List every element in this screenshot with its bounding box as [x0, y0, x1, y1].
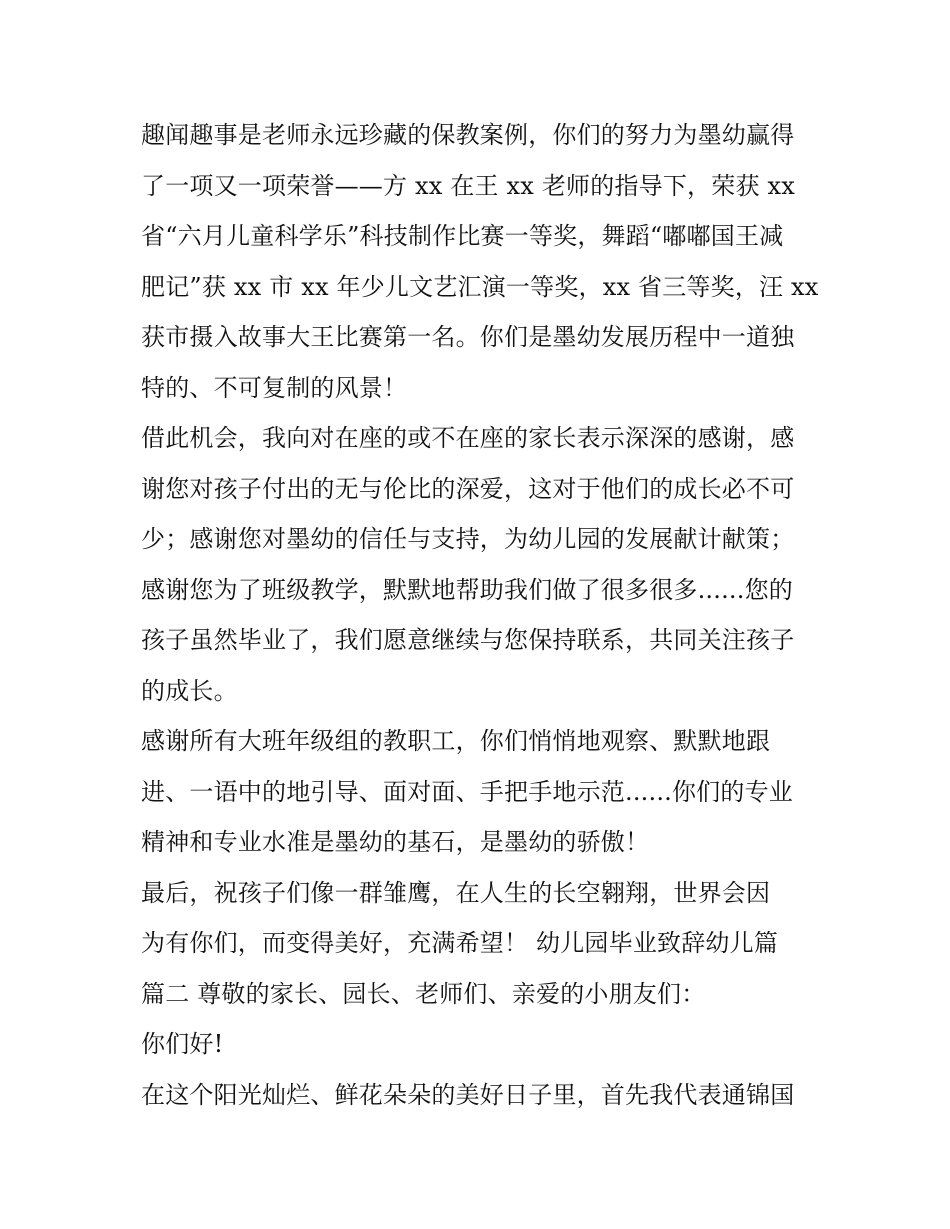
text-line: 特的、不可复制的风景！ [141, 373, 408, 402]
text-line: 谢您对孩子付出的无与伦比的深爱，这对于他们的成长必不可 [141, 474, 795, 503]
text-line: 精神和专业水准是墨幼的基石，是墨幼的骄傲！ [141, 828, 650, 856]
text-line: 孩子虽然毕业了，我们愿意继续与您保持联系，共同关注孩子 [141, 626, 795, 654]
text-line: 的成长。 [141, 676, 238, 705]
text-line: 进、一语中的地引导、面对面、手把手地示范......你们的专业 [141, 777, 793, 806]
text-line: 了一项又一项荣誉——方 xx 在王 xx 老师的指导下，荣获 xx [141, 171, 795, 200]
text-line: 肥记”获 xx 市 xx 年少儿文艺汇演一等奖，xx 省三等奖，汪 xx [141, 272, 819, 301]
text-line: 借此机会，我向对在座的或不在座的家长表示深深的感谢，感 [141, 424, 795, 452]
text-line: 感谢所有大班年级组的教职工，你们悄悄地观察、默默地跟 [141, 727, 771, 755]
text-line: 篇二 尊敬的家长、园长、老师们、亲爱的小朋友们： [141, 979, 706, 1008]
body-text [141, 110, 821, 1120]
text-line: 省“六月儿童科学乐”科技制作比赛一等奖，舞蹈“嘟嘟国王减 [141, 222, 784, 250]
text-line: 为有你们，而变得美好，充满希望！ 幼儿园毕业致辞幼儿篇 [141, 929, 779, 957]
text-line: 你们好! [141, 1030, 224, 1058]
text-line: 最后，祝孩子们像一群雏鹰，在人生的长空翱翔，世界会因 [141, 878, 771, 907]
text-line: 在这个阳光灿烂、鲜花朵朵的美好日子里，首先我代表通锦国 [141, 1080, 795, 1109]
text-line: 感谢您为了班级教学，默默地帮助我们做了很多很多......您的 [141, 575, 793, 604]
text-line: 获市摄入故事大王比赛第一名。你们是墨幼发展历程中一道独 [141, 323, 795, 351]
text-line: 趣闻趣事是老师永远珍藏的保教案例，你们的努力为墨幼赢得 [141, 121, 795, 149]
text-line: 少；感谢您对墨幼的信任与支持，为幼儿园的发展献计献策； [141, 525, 795, 553]
